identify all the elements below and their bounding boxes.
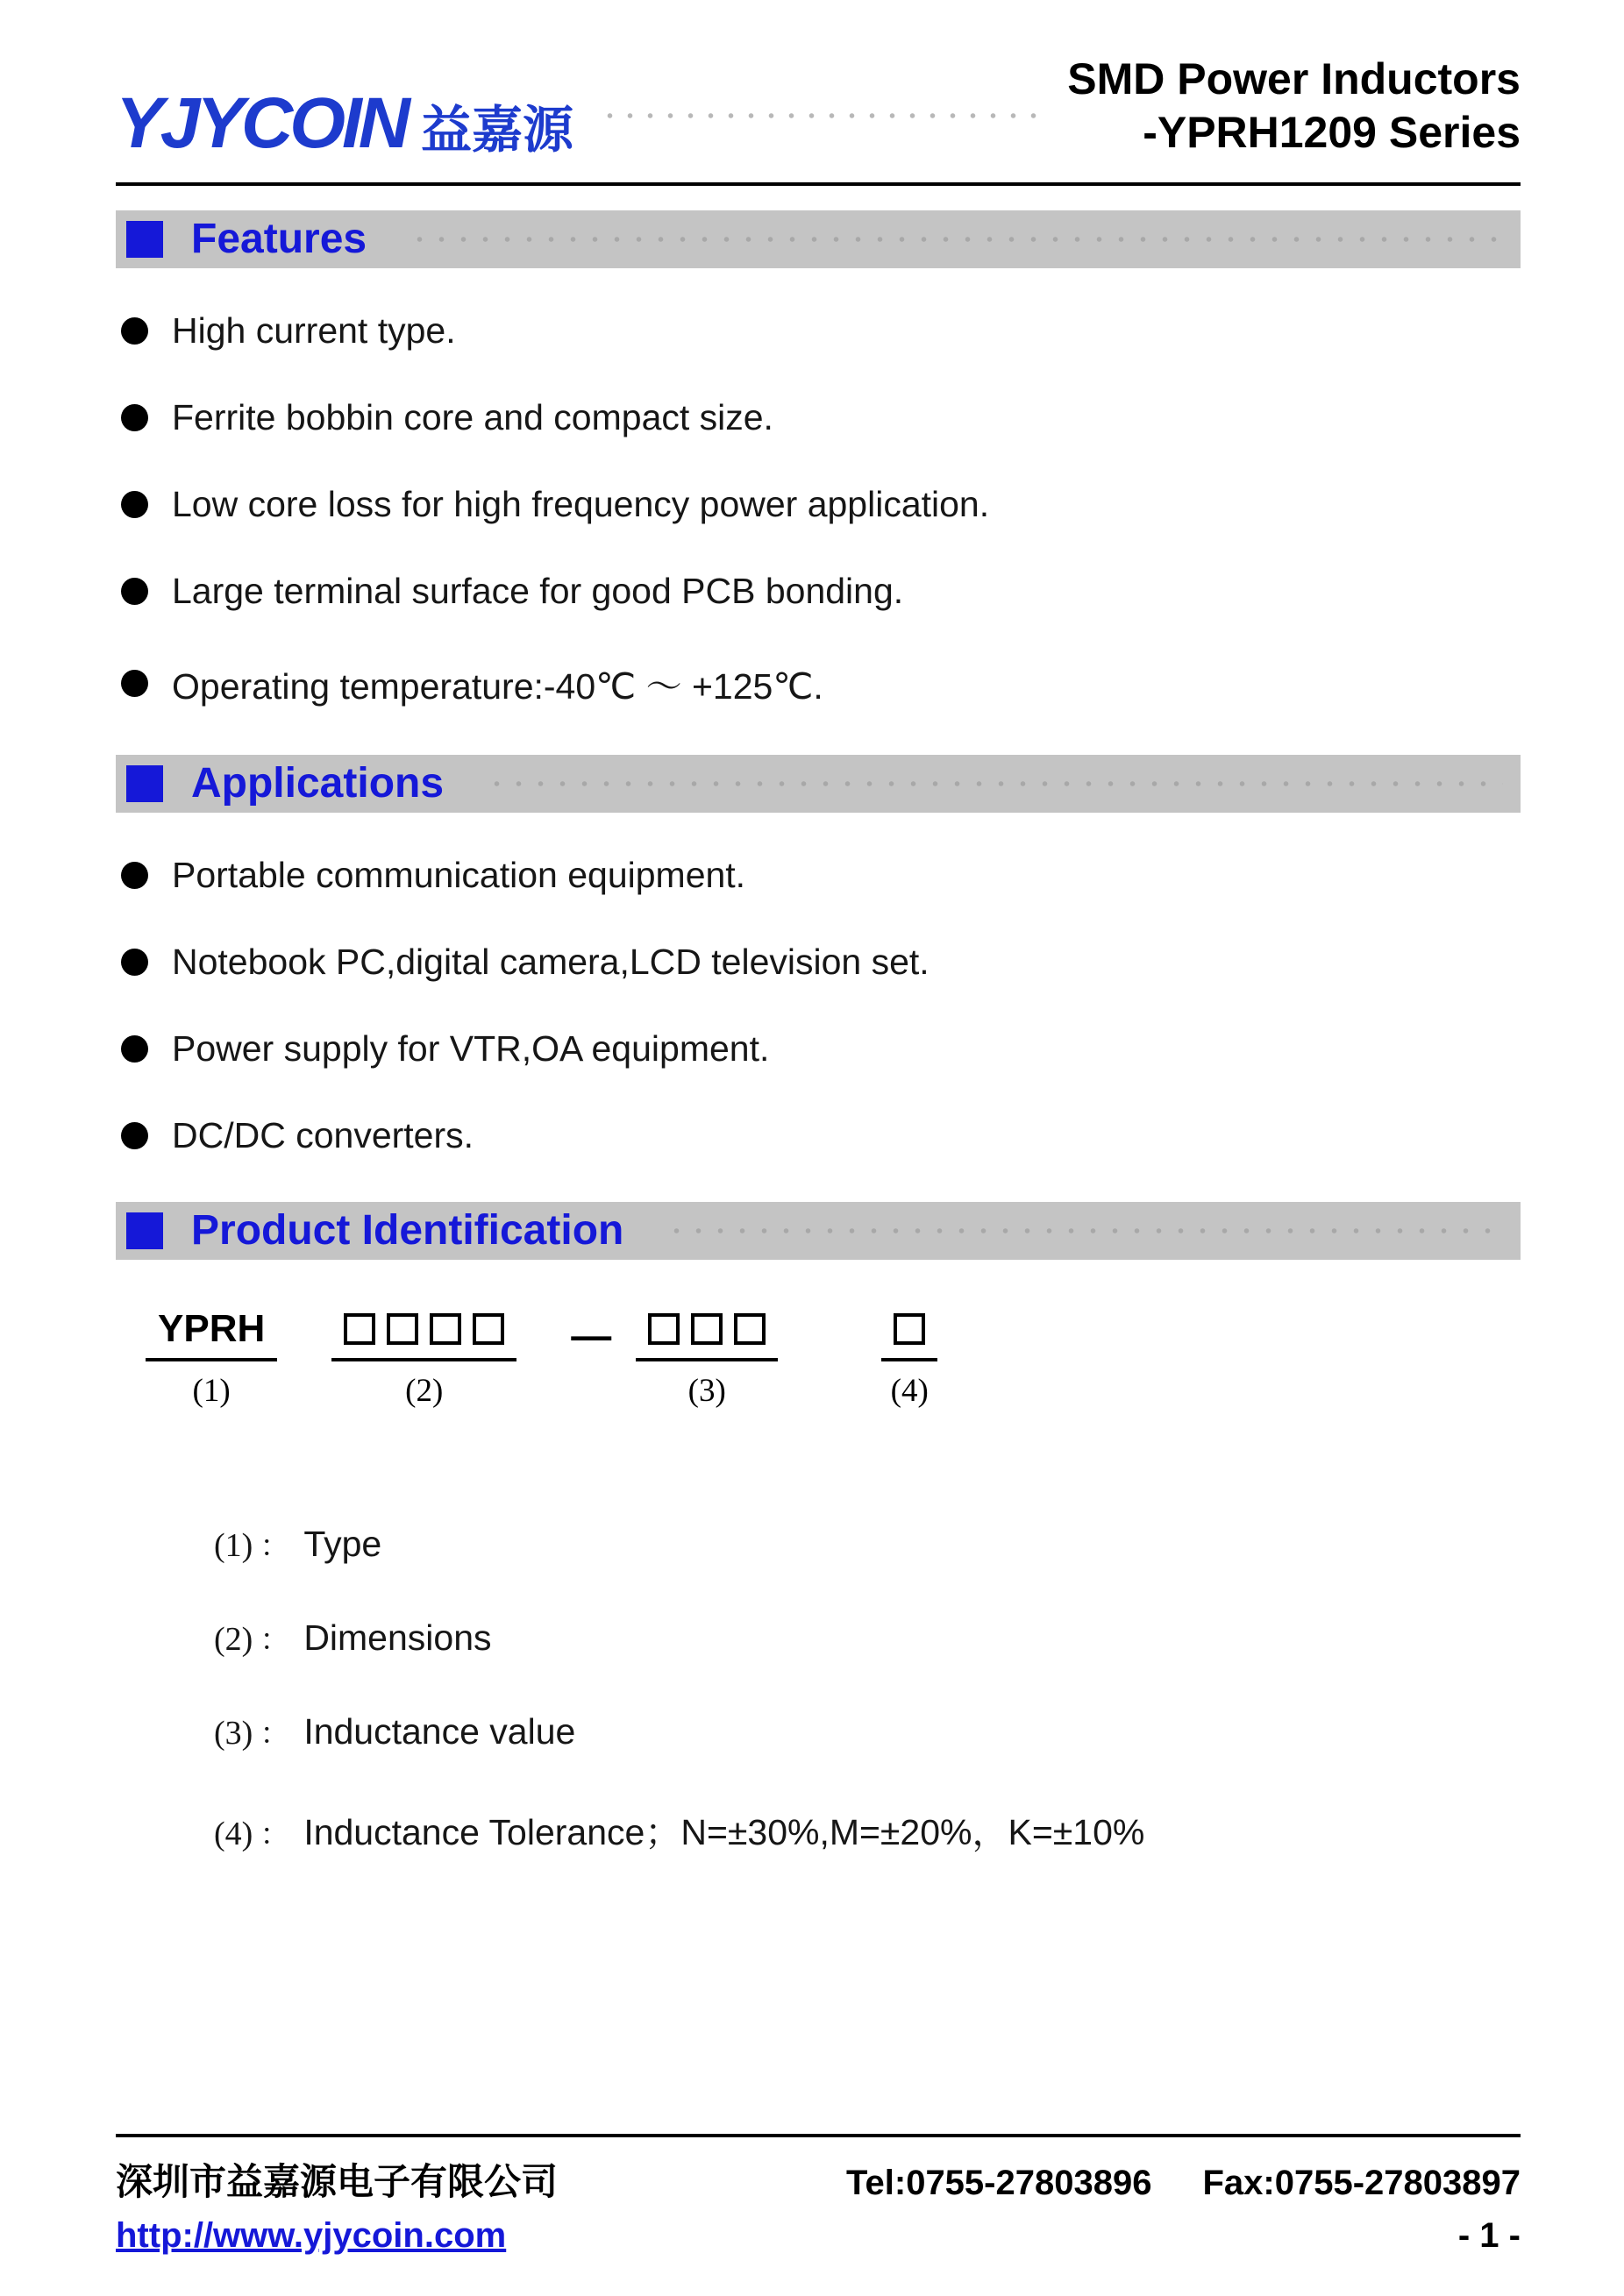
legend-colon: ： (260, 1818, 290, 1852)
legend-text: Dimensions (303, 1617, 492, 1658)
tel-number: Tel:0755-27803896 (846, 2164, 1152, 2202)
legend-colon: ： (260, 1624, 290, 1657)
applications-list (121, 855, 1521, 1156)
legend-row (214, 1616, 1521, 1659)
section-marker-square-icon (126, 1212, 163, 1249)
feature-item-text: Large terminal surface for good PCB bonding. (172, 571, 904, 611)
product-code-diagram (146, 1309, 1521, 1410)
code-prefix: YPRH (158, 1307, 266, 1350)
logo (116, 83, 574, 163)
legend-number: (2) (214, 1621, 253, 1658)
dot-leader (409, 236, 1503, 243)
application-item (121, 1028, 1521, 1070)
footer-divider (116, 2134, 1521, 2137)
legend-number: (3) (214, 1715, 253, 1752)
code-group-inductance (636, 1309, 778, 1410)
application-item-text: DC/DC converters. (172, 1115, 474, 1155)
application-item-text: Portable communication equipment. (172, 855, 746, 895)
section-title-applications: Applications (191, 760, 445, 807)
feature-item-text: Operating temperature:-40℃ ～ +125℃. (172, 666, 823, 707)
page-number: - 1 - (1457, 2216, 1521, 2255)
doc-title-line2: -YPRH1209 Series (1143, 108, 1521, 157)
legend-row (214, 1803, 1521, 1855)
bullet-icon (121, 1122, 148, 1149)
feature-item (121, 571, 1521, 612)
code-group-dimensions (331, 1309, 516, 1410)
doc-title-line1: SMD Power Inductors (1067, 54, 1521, 103)
feature-item-text: High current type. (172, 310, 456, 351)
contact-info (846, 2164, 1521, 2203)
logo-chinese-text: 益嘉源 (421, 102, 574, 159)
code-group-type (146, 1309, 277, 1410)
features-list (121, 310, 1521, 709)
legend-row (214, 1522, 1521, 1565)
application-item-text: Power supply for VTR,OA equipment. (172, 1028, 770, 1069)
bullet-icon (121, 491, 148, 518)
code-dash: — (571, 1312, 612, 1358)
legend-colon: ： (260, 1717, 290, 1751)
code-group-tolerance (881, 1309, 937, 1410)
section-title-product-identification: Product Identification (191, 1207, 624, 1254)
bullet-icon (121, 317, 148, 345)
fax-number: Fax:0755-27803897 (1202, 2164, 1521, 2202)
code-group-label: (4) (890, 1373, 929, 1409)
page-header (116, 53, 1521, 163)
feature-item (121, 658, 1521, 709)
legend-row (214, 1710, 1521, 1752)
bullet-icon (121, 1035, 148, 1063)
code-box-icon (894, 1313, 925, 1345)
code-group-label: (2) (405, 1373, 444, 1409)
header-divider (116, 182, 1521, 186)
feature-item (121, 484, 1521, 525)
legend-text: Inductance value (303, 1711, 576, 1752)
feature-item-text: Low core loss for high frequency power application. (172, 484, 990, 524)
section-marker-square-icon (126, 765, 163, 802)
bullet-icon (121, 670, 148, 697)
code-box-icon (691, 1313, 723, 1345)
bullet-icon (121, 949, 148, 976)
feature-item-text: Ferrite bobbin core and compact size. (172, 397, 773, 437)
code-box-icon (648, 1313, 680, 1345)
code-box-icon (387, 1313, 418, 1345)
code-box-icon (734, 1313, 766, 1345)
logo-text: YJYCOIN (116, 83, 407, 163)
bullet-icon (121, 862, 148, 889)
bullet-icon (121, 578, 148, 605)
code-group-label: (1) (192, 1373, 231, 1409)
page-footer (116, 2134, 1521, 2256)
dot-leader (600, 112, 1041, 119)
legend-number: (1) (214, 1527, 253, 1564)
dot-leader (486, 780, 1503, 787)
code-box-icon (473, 1313, 504, 1345)
code-group-label: (3) (687, 1373, 726, 1409)
legend-text: Type (303, 1524, 382, 1564)
section-title-features: Features (191, 216, 367, 262)
legend-colon: ： (260, 1530, 290, 1563)
section-marker-square-icon (126, 221, 163, 258)
application-item (121, 1115, 1521, 1156)
application-item (121, 855, 1521, 896)
legend-text: Inductance Tolerance；N=±30%,M=±20%，K=±10% (303, 1812, 1145, 1852)
feature-item (121, 310, 1521, 352)
legend-number: (4) (214, 1816, 253, 1852)
bullet-icon (121, 404, 148, 431)
website-link[interactable]: http://www.yjycoin.com (116, 2216, 507, 2255)
company-name: 深圳市益嘉源电子有限公司 (116, 2161, 559, 2202)
section-header-applications (116, 755, 1521, 813)
feature-item (121, 397, 1521, 438)
document-title (1067, 53, 1521, 160)
product-code-legend (214, 1522, 1521, 1855)
application-item-text: Notebook PC,digital camera,LCD television set. (172, 942, 930, 982)
section-header-product-identification (116, 1202, 1521, 1260)
code-box-icon (430, 1313, 461, 1345)
code-box-icon (344, 1313, 375, 1345)
dot-leader (666, 1227, 1503, 1234)
section-header-features (116, 210, 1521, 268)
application-item (121, 942, 1521, 983)
